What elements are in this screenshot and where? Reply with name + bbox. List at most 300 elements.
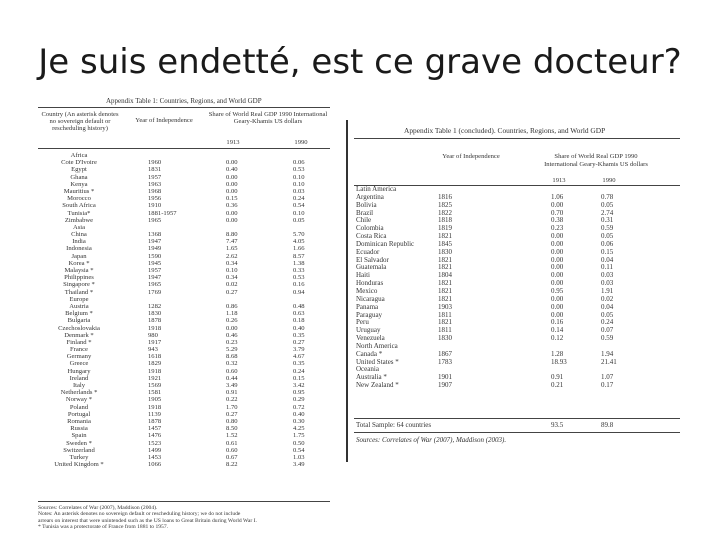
share-1990-cell: 0.63 xyxy=(293,310,305,318)
share-1990-cell: 0.27 xyxy=(293,338,305,346)
country-cell: Spain xyxy=(71,432,87,440)
table-row xyxy=(348,366,682,374)
share-1913-cell: 0.00 xyxy=(551,247,564,256)
country-cell: New Zealand * xyxy=(356,381,399,390)
table-row xyxy=(36,425,332,432)
share-1913-cell: 0.00 xyxy=(226,180,238,188)
country-cell: Cote D'Ivoire xyxy=(61,159,97,167)
country-cell: United States * xyxy=(356,357,399,366)
share-1913-cell: 0.95 xyxy=(551,286,564,295)
independence-cell: 1811 xyxy=(438,326,452,335)
footnote-line: Sources: Correlates of War (2007), Maddison (2004). xyxy=(38,505,158,511)
country-cell: South Africa xyxy=(62,202,96,210)
country-cell: Thailand * xyxy=(64,288,94,296)
country-cell: Ireland xyxy=(69,374,89,382)
total-label: Total Sample: 64 countries xyxy=(356,421,432,429)
table-row xyxy=(348,272,682,280)
share-1990-cell: 0.03 xyxy=(601,279,614,288)
independence-cell: 1804 xyxy=(438,271,452,280)
country-cell: Canada * xyxy=(356,349,383,358)
share-1990-cell: 0.07 xyxy=(601,326,614,335)
share-1990-cell: 1.94 xyxy=(601,349,614,358)
independence-cell: 980 xyxy=(148,331,158,339)
share-1913-cell: 0.00 xyxy=(226,159,238,167)
table-row xyxy=(36,152,332,159)
share-1913-cell: 0.00 xyxy=(226,324,238,332)
share-1990-cell: 0.04 xyxy=(601,302,614,311)
share-1913-cell: 0.00 xyxy=(551,294,564,303)
right-header-independence: Year of Independence xyxy=(442,153,500,160)
independence-cell: 1918 xyxy=(148,367,162,375)
table-row xyxy=(36,317,332,324)
total-1913: 93.5 xyxy=(551,421,564,429)
share-1913-cell: 0.34 xyxy=(226,259,238,267)
country-cell: Bolivia xyxy=(356,200,377,209)
table-row xyxy=(36,411,332,418)
share-1990-cell: 0.29 xyxy=(293,396,305,404)
independence-cell: 1905 xyxy=(148,396,162,404)
independence-cell: 1368 xyxy=(148,231,162,239)
share-1990-cell: 0.04 xyxy=(601,255,614,264)
table-row xyxy=(36,404,332,411)
country-cell: Bulgaria xyxy=(67,317,91,325)
share-1913-cell: 0.00 xyxy=(226,173,238,181)
table-row xyxy=(348,194,682,202)
table-row xyxy=(36,325,332,332)
share-1913-cell: 0.67 xyxy=(226,453,238,461)
right-table-bottom-rule xyxy=(354,432,680,433)
country-cell: Brazil xyxy=(356,208,374,217)
table-row xyxy=(36,389,332,396)
share-1913-cell: 0.23 xyxy=(226,338,238,346)
table-row xyxy=(36,267,332,274)
country-cell: Denmark * xyxy=(64,331,94,339)
share-1990-cell: 3.42 xyxy=(293,382,305,389)
share-1990-cell: 4.05 xyxy=(293,238,305,246)
independence-cell: 1830 xyxy=(148,310,162,318)
share-1990-cell: 0.16 xyxy=(293,281,305,289)
share-1913-cell: 3.49 xyxy=(226,382,238,389)
share-1990-cell: 1.07 xyxy=(601,373,614,382)
share-1913-cell: 1.28 xyxy=(551,349,564,358)
left-header-share: Share of World Real GDP 1990 International Geary-Khamis US dollars xyxy=(208,111,328,125)
footnote-line: * Tunisia was a protectorate of France from 1881 to 1957. xyxy=(38,524,169,531)
independence-cell: 1581 xyxy=(148,389,162,397)
independence-cell: 1282 xyxy=(148,302,162,310)
country-cell: Mexico xyxy=(356,286,378,295)
share-1990-cell: 2.74 xyxy=(601,208,614,217)
left-table-bottom-rule xyxy=(38,501,330,502)
share-1913-cell: 0.00 xyxy=(551,279,564,288)
table-row xyxy=(36,253,332,260)
independence-cell: 1822 xyxy=(438,208,452,217)
share-1913-cell: 0.38 xyxy=(551,216,564,225)
share-1990-cell: 0.95 xyxy=(293,389,305,397)
share-1913-cell: 0.00 xyxy=(226,216,238,224)
independence-cell: 1903 xyxy=(438,302,452,311)
left-header-independence: Year of Independence xyxy=(135,117,193,124)
country-cell: Greece xyxy=(69,360,89,368)
country-cell: Colombia xyxy=(356,224,384,233)
independence-cell: 1523 xyxy=(148,439,162,447)
independence-cell: 1956 xyxy=(148,195,162,203)
independence-cell: 1878 xyxy=(148,417,162,425)
independence-cell: 1139 xyxy=(148,410,161,418)
share-1990-cell: 1.03 xyxy=(293,453,305,461)
independence-cell: 1957 xyxy=(148,173,162,181)
table-row xyxy=(348,288,682,296)
share-1913-cell: 0.00 xyxy=(226,187,238,195)
share-1913-cell: 0.80 xyxy=(226,417,238,425)
country-cell: Africa xyxy=(70,152,88,159)
independence-cell: 1821 xyxy=(438,279,452,288)
independence-cell: 1965 xyxy=(148,281,162,289)
share-1990-cell: 0.78 xyxy=(601,192,614,201)
country-cell: Sweden * xyxy=(66,439,92,447)
share-1913-cell: 0.61 xyxy=(226,439,238,447)
country-cell: Europe xyxy=(69,295,89,303)
share-1913-cell: 0.00 xyxy=(551,232,564,241)
share-1913-cell: 18.93 xyxy=(551,357,567,366)
table-row xyxy=(348,304,682,312)
left-header-country: Country (An asterisk denotes no sovereign default or rescheduling history) xyxy=(41,111,119,132)
independence-cell: 1476 xyxy=(148,432,162,440)
share-1913-cell: 0.70 xyxy=(551,208,564,217)
left-table-body xyxy=(36,152,332,468)
country-cell: Argentina xyxy=(356,192,384,201)
country-cell: Peru xyxy=(356,318,369,327)
table-row xyxy=(348,343,682,351)
country-cell: Germany xyxy=(66,353,92,361)
share-1913-cell: 0.40 xyxy=(226,166,238,174)
share-1913-cell: 7.47 xyxy=(226,238,238,246)
share-1990-cell: 0.31 xyxy=(601,216,614,225)
footnote-line: arrears on interest that were unintended such as the US loans to Great Britain during World War I. xyxy=(38,517,257,524)
independence-cell: 1918 xyxy=(148,324,162,332)
table-row xyxy=(36,274,332,281)
country-cell: Indonesia xyxy=(66,245,92,253)
share-1990-cell: 0.11 xyxy=(601,263,613,272)
share-1990-cell: 0.05 xyxy=(601,200,614,209)
share-1990-cell: 0.40 xyxy=(293,410,305,418)
right-table-body xyxy=(348,186,682,390)
share-1913-cell: 1.52 xyxy=(226,432,238,440)
country-cell: Chile xyxy=(356,216,372,225)
country-cell: Dominican Republic xyxy=(356,239,415,248)
right-table-total-rule xyxy=(354,418,680,419)
right-table-top-rule xyxy=(354,138,680,139)
share-1913-cell: 0.27 xyxy=(226,410,238,418)
country-cell: Venezuela xyxy=(356,334,385,343)
share-1990-cell: 0.35 xyxy=(293,360,305,368)
share-1990-cell: 5.70 xyxy=(293,231,305,239)
share-1990-cell: 0.40 xyxy=(293,324,305,332)
share-1913-cell: 8.22 xyxy=(226,461,238,469)
share-1913-cell: 0.00 xyxy=(551,263,564,272)
table-row xyxy=(36,159,332,166)
share-1913-cell: 0.10 xyxy=(226,267,238,274)
independence-cell: 1963 xyxy=(148,180,162,188)
share-1913-cell: 0.00 xyxy=(551,255,564,264)
share-1913-cell: 0.02 xyxy=(226,281,238,289)
total-1990: 89.8 xyxy=(601,421,614,429)
independence-cell: 1918 xyxy=(148,403,162,411)
independence-cell: 1590 xyxy=(148,252,162,260)
table-row xyxy=(348,280,682,288)
independence-cell: 1830 xyxy=(438,334,452,343)
share-1990-cell: 0.17 xyxy=(601,381,614,390)
table-row xyxy=(36,440,332,447)
country-cell: Oceania xyxy=(356,365,379,374)
table-row xyxy=(36,217,332,224)
independence-cell: 1921 xyxy=(148,374,162,382)
country-cell: El Salvador xyxy=(356,255,389,264)
table-row xyxy=(36,418,332,425)
independence-cell: 1821 xyxy=(438,318,452,327)
country-cell: Latin America xyxy=(356,185,397,193)
independence-cell: 1457 xyxy=(148,425,162,433)
country-cell: Haiti xyxy=(356,271,370,280)
share-1990-cell: 0.10 xyxy=(293,209,305,217)
share-1990-cell: 0.53 xyxy=(293,166,305,174)
share-1990-cell: 0.05 xyxy=(601,310,614,319)
table-row xyxy=(348,312,682,320)
share-1913-cell: 5.29 xyxy=(226,346,238,354)
right-header-1990: 1990 xyxy=(602,177,616,184)
country-cell: Morocco xyxy=(67,195,91,203)
share-1913-cell: 0.32 xyxy=(226,360,238,368)
share-1990-cell: 3.79 xyxy=(293,346,305,354)
share-1990-cell: 0.35 xyxy=(293,331,305,339)
table-row xyxy=(36,432,332,439)
right-table-caption: Appendix Table 1 (concluded). Countries, Regions, and World GDP xyxy=(404,126,606,135)
table-row xyxy=(348,241,682,249)
country-cell: Panama xyxy=(356,302,379,311)
table-row xyxy=(348,225,682,233)
country-cell: Malaysia * xyxy=(64,267,94,274)
table-row xyxy=(36,181,332,188)
table-row xyxy=(348,359,682,367)
independence-cell: 1821 xyxy=(438,286,452,295)
table-row xyxy=(348,186,682,194)
share-1913-cell: 0.12 xyxy=(551,334,564,343)
table-row xyxy=(36,375,332,382)
independence-cell: 1881-1957 xyxy=(148,209,177,217)
independence-cell: 1821 xyxy=(438,232,452,241)
independence-cell: 1945 xyxy=(148,259,162,267)
share-1990-cell: 0.10 xyxy=(293,180,305,188)
share-1990-cell: 0.03 xyxy=(293,187,305,195)
share-1913-cell: 0.34 xyxy=(226,274,238,282)
share-1913-cell: 0.91 xyxy=(226,389,238,397)
country-cell: Ecuador xyxy=(356,247,380,256)
share-1913-cell: 0.16 xyxy=(551,318,564,327)
independence-cell: 1949 xyxy=(148,245,162,253)
share-1913-cell: 2.62 xyxy=(226,252,238,260)
country-cell: Kenya xyxy=(70,180,88,188)
country-cell: Portugal xyxy=(67,410,91,418)
share-1913-cell: 0.60 xyxy=(226,367,238,375)
country-cell: Finland * xyxy=(66,338,92,346)
country-cell: Uruguay xyxy=(356,326,381,335)
share-1990-cell: 0.05 xyxy=(293,216,305,224)
independence-cell: 1917 xyxy=(148,338,162,346)
country-cell: China xyxy=(71,231,87,239)
independence-cell: 1867 xyxy=(438,349,452,358)
table-row xyxy=(36,231,332,238)
share-1990-cell: 0.18 xyxy=(293,317,305,325)
share-1990-cell: 4.25 xyxy=(293,425,305,433)
share-1990-cell: 0.24 xyxy=(601,318,614,327)
share-1990-cell: 0.94 xyxy=(293,288,305,296)
share-1990-cell: 0.03 xyxy=(601,271,614,280)
table-row xyxy=(348,202,682,210)
country-cell: Netherlands * xyxy=(60,389,98,397)
share-1990-cell: 0.30 xyxy=(293,417,305,425)
table-row xyxy=(36,303,332,310)
share-1913-cell: 0.86 xyxy=(226,302,238,310)
table-row xyxy=(36,454,332,461)
share-1990-cell: 0.33 xyxy=(293,267,305,274)
share-1913-cell: 0.26 xyxy=(226,317,238,325)
share-1913-cell: 0.22 xyxy=(226,396,238,404)
table-row xyxy=(36,353,332,360)
share-1990-cell: 0.05 xyxy=(601,232,614,241)
table-row xyxy=(348,319,682,327)
country-cell: Philippines xyxy=(64,274,94,282)
share-1990-cell: 0.24 xyxy=(293,367,305,375)
share-1913-cell: 0.00 xyxy=(226,209,238,217)
share-1913-cell: 0.00 xyxy=(551,310,564,319)
share-1990-cell: 0.50 xyxy=(293,439,305,447)
table-row xyxy=(36,289,332,296)
country-cell: Guatemala xyxy=(356,263,387,272)
table-row xyxy=(36,210,332,217)
country-cell: Japan xyxy=(71,252,87,260)
share-1990-cell: 0.02 xyxy=(601,294,614,303)
share-1913-cell: 0.00 xyxy=(551,271,564,280)
country-cell: Egypt xyxy=(71,166,87,174)
left-table-top-rule xyxy=(38,107,330,108)
country-cell: Austria xyxy=(69,302,89,310)
country-cell: Asia xyxy=(72,223,86,231)
share-1990-cell: 0.54 xyxy=(293,446,305,454)
independence-cell: 1066 xyxy=(148,461,162,469)
table-row xyxy=(36,310,332,317)
country-cell: Switzerland xyxy=(63,446,95,454)
independence-cell: 1901 xyxy=(438,373,452,382)
left-header-1913: 1913 xyxy=(226,139,240,146)
share-1913-cell: 0.44 xyxy=(226,374,238,382)
country-cell: Honduras xyxy=(356,279,384,288)
table-row xyxy=(36,346,332,353)
share-1913-cell: 1.18 xyxy=(226,310,238,318)
table-row xyxy=(36,281,332,288)
share-1990-cell: 0.72 xyxy=(293,403,305,411)
share-1990-cell: 0.53 xyxy=(293,274,305,282)
table-row xyxy=(36,382,332,389)
country-cell: Italy xyxy=(72,382,86,389)
independence-cell: 1907 xyxy=(438,381,452,390)
independence-cell: 1453 xyxy=(148,453,162,461)
country-cell: Romania xyxy=(67,417,91,425)
country-cell: Singapore * xyxy=(63,281,95,289)
share-1913-cell: 0.23 xyxy=(551,224,564,233)
independence-cell: 943 xyxy=(148,346,158,354)
share-1990-cell: 8.57 xyxy=(293,252,305,260)
country-cell: Hungary xyxy=(67,367,91,375)
right-table-source: Sources: Correlates of War (2007), Maddison (2003). xyxy=(356,436,507,444)
independence-cell: 1816 xyxy=(438,192,452,201)
country-cell: France xyxy=(70,346,88,354)
independence-cell: 1829 xyxy=(148,360,162,368)
table-row xyxy=(36,245,332,252)
share-1913-cell: 0.15 xyxy=(226,195,238,203)
share-1913-cell: 0.00 xyxy=(551,239,564,248)
independence-cell: 1965 xyxy=(148,216,162,224)
independence-cell: 1783 xyxy=(438,357,452,366)
country-cell: Nicaragua xyxy=(356,294,385,303)
table-row xyxy=(36,202,332,209)
share-1990-cell: 3.49 xyxy=(293,461,305,469)
independence-cell: 1818 xyxy=(438,216,452,225)
share-1990-cell: 0.06 xyxy=(601,239,614,248)
table-row xyxy=(348,327,682,335)
country-cell: Norway * xyxy=(65,396,93,404)
independence-cell: 1821 xyxy=(438,263,452,272)
country-cell: Australia * xyxy=(356,373,387,382)
share-1990-cell: 0.15 xyxy=(601,247,614,256)
share-1913-cell: 8.50 xyxy=(226,425,238,433)
country-cell: Paraguay xyxy=(356,310,383,319)
independence-cell: 1947 xyxy=(148,238,162,246)
country-cell: Turkey xyxy=(69,453,89,461)
table-row xyxy=(348,264,682,272)
footnote-line: Notes: An asterisk denotes no sovereign default or rescheduling history; we do not include xyxy=(38,511,241,518)
table-row xyxy=(36,368,332,375)
independence-cell: 1830 xyxy=(438,247,452,256)
country-cell: Korea * xyxy=(68,259,90,267)
share-1990-cell: 21.41 xyxy=(601,357,617,366)
country-cell: Czechoslovakia xyxy=(58,324,100,332)
share-1990-cell: 1.38 xyxy=(293,259,305,267)
share-1990-cell: 4.67 xyxy=(293,353,305,361)
share-1913-cell: 0.00 xyxy=(551,302,564,311)
share-1913-cell: 0.27 xyxy=(226,288,238,296)
independence-cell: 1499 xyxy=(148,446,162,454)
left-header-1990: 1990 xyxy=(294,139,308,146)
table-row xyxy=(348,210,682,218)
table-row xyxy=(36,461,332,468)
share-1913-cell: 8.68 xyxy=(226,353,238,361)
share-1990-cell: 0.59 xyxy=(601,224,614,233)
left-appendix-table xyxy=(36,95,332,539)
independence-cell: 1957 xyxy=(148,267,162,274)
country-cell: Costa Rica xyxy=(356,232,387,241)
table-row xyxy=(36,339,332,346)
share-1913-cell: 0.14 xyxy=(551,326,564,335)
share-1990-cell: 0.24 xyxy=(293,195,305,203)
country-cell: North America xyxy=(356,341,398,350)
independence-cell: 1811 xyxy=(438,310,452,319)
country-cell: India xyxy=(72,238,86,246)
independence-cell: 1618 xyxy=(148,353,162,361)
table-row xyxy=(348,257,682,265)
country-cell: Russia xyxy=(70,425,88,433)
independence-cell: 1960 xyxy=(148,159,162,167)
table-row xyxy=(36,195,332,202)
independence-cell: 1878 xyxy=(148,317,162,325)
